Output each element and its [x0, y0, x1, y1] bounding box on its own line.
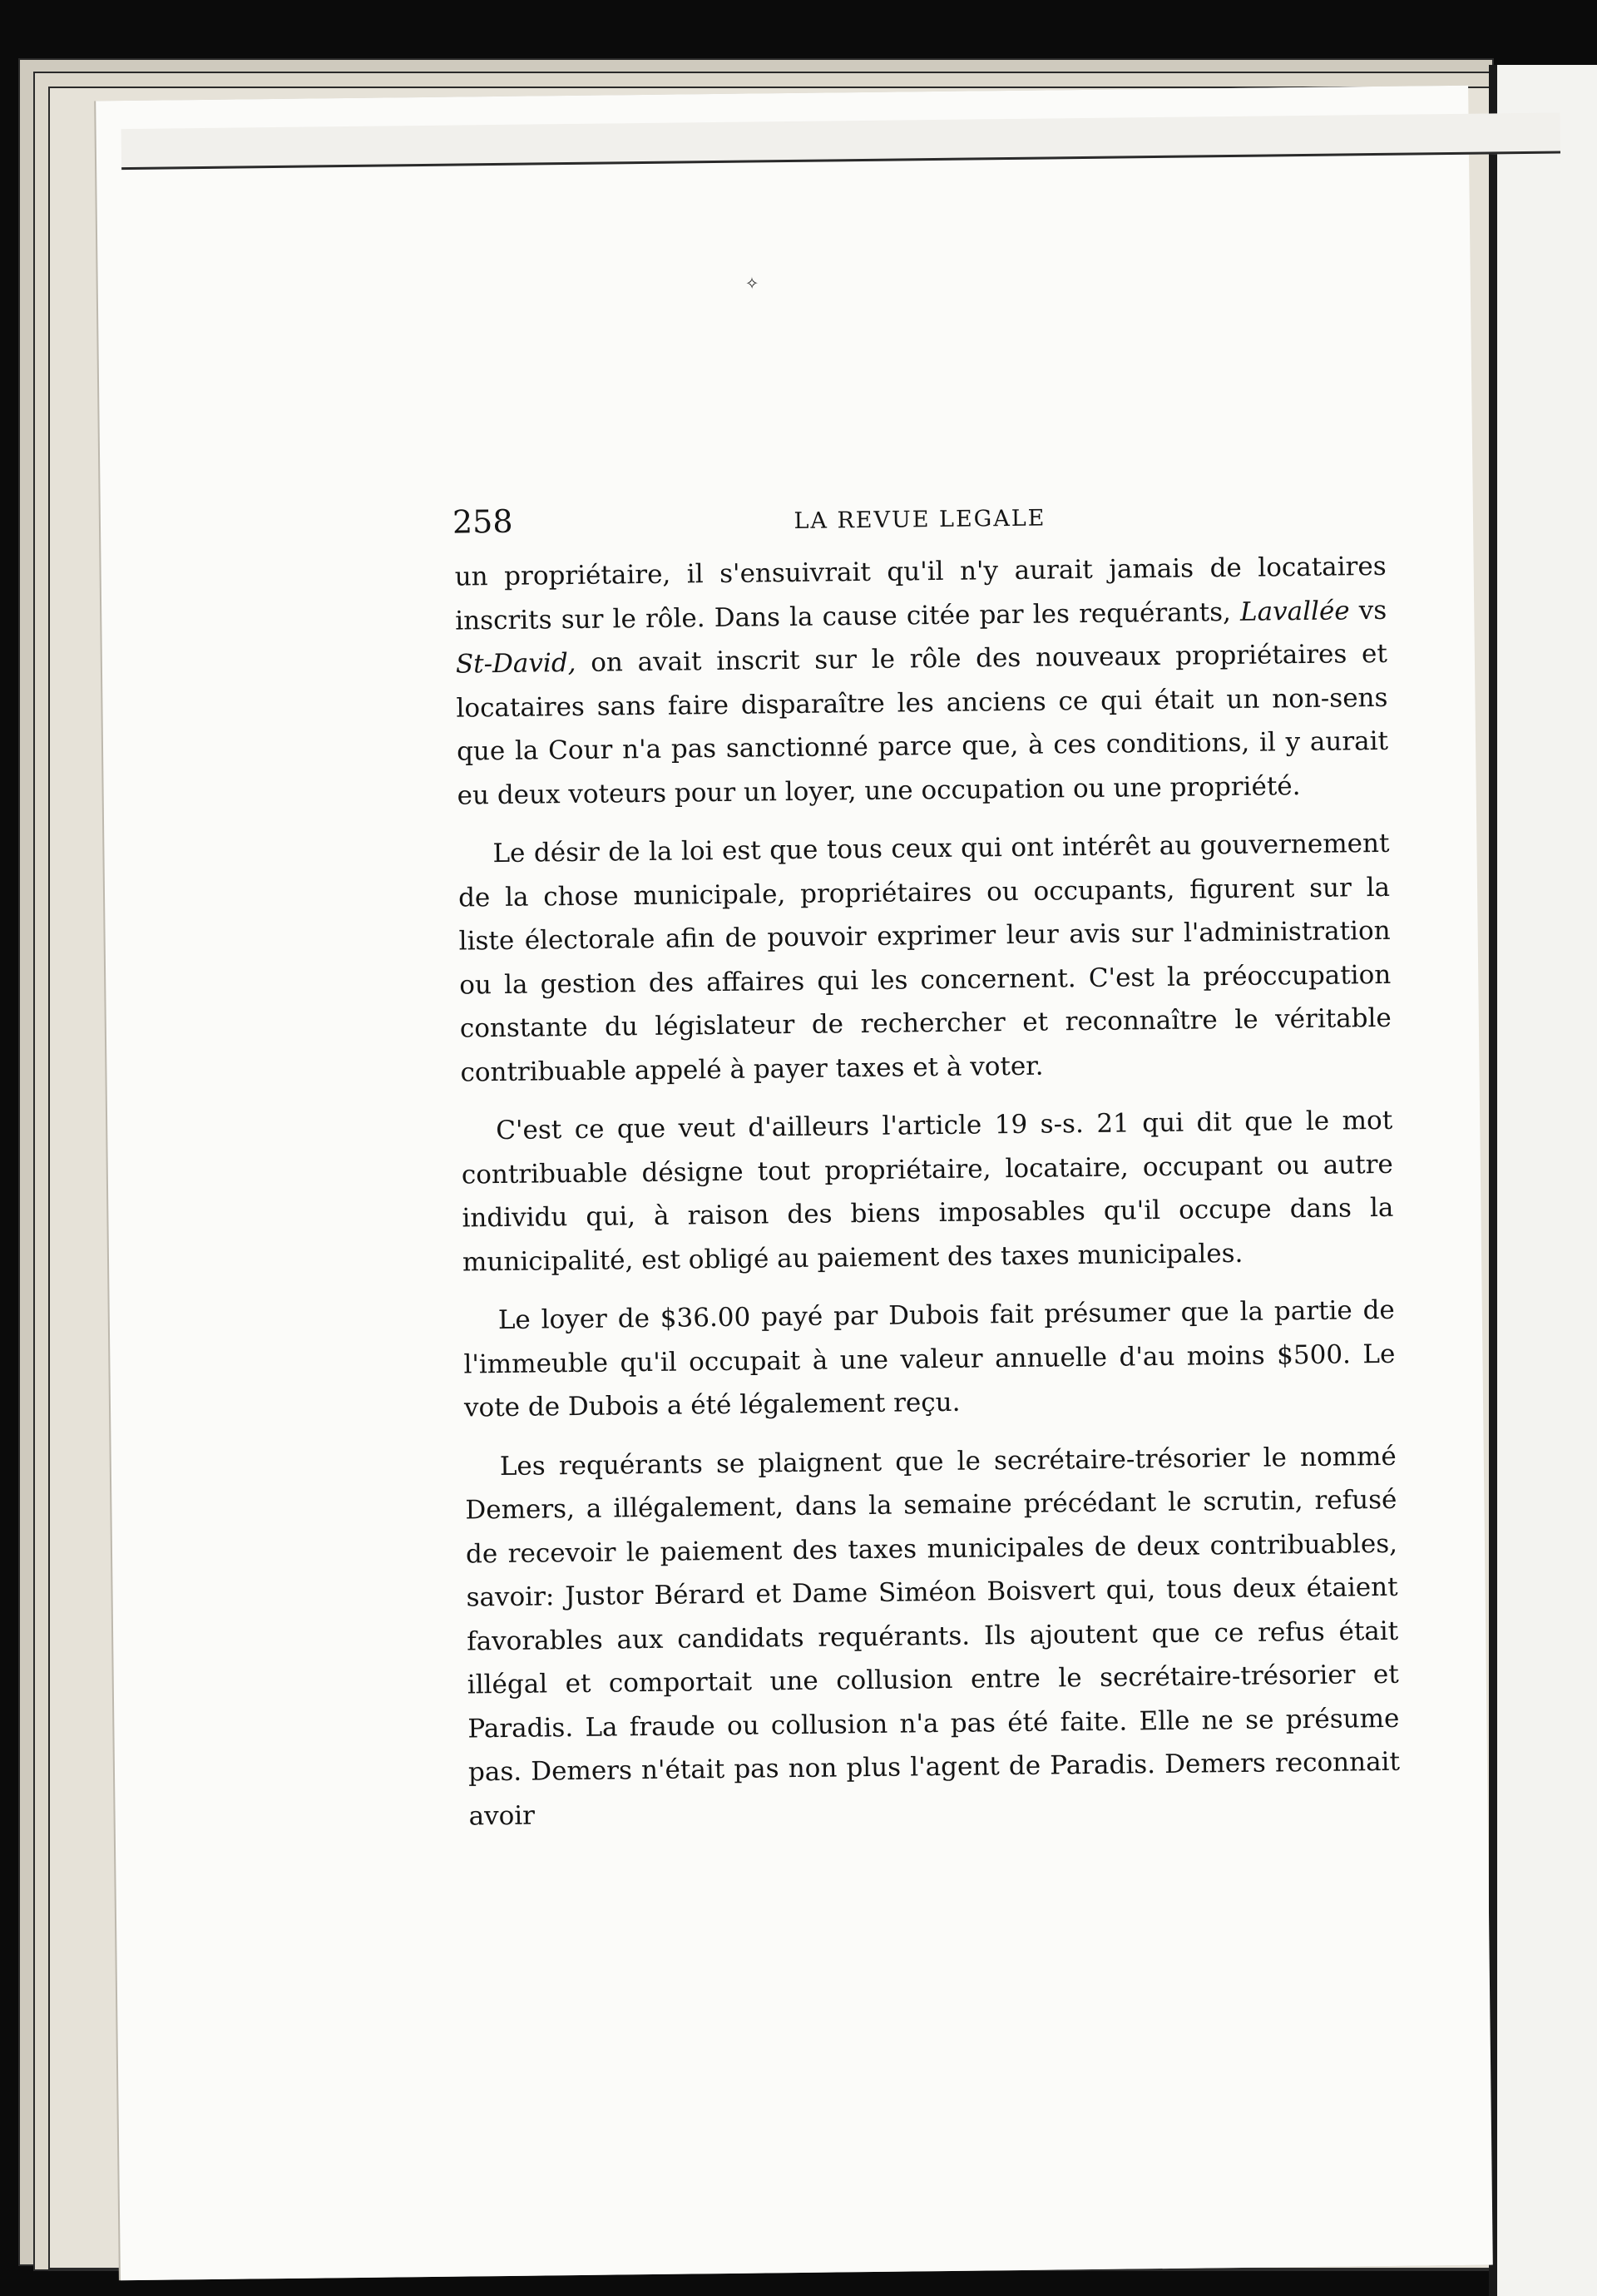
page-top-fold	[121, 112, 1560, 170]
paragraph-1	[454, 545, 1389, 818]
page-header	[454, 490, 1387, 556]
paragraph-1-text-c: on avait inscrit sur le rôle des nouveaux propriétaires et locataires sans faire disparaître les anciens ce qui était un non-sens que la Cour n'a pas sanctionné parce que, à ces conditions, il y aurait eu deux voteurs pour un loyer, une occupation ou une propriété.	[456, 638, 1389, 811]
paragraph-1-text-a: un propriétaire, il s'ensuivrait qu'il n'y aurait jamais de locataires inscrits sur le rôle. Dans la cause citée par les requérants,	[454, 551, 1387, 636]
page-content	[454, 490, 1401, 1853]
paragraph-5: Les requérants se plaignent que le secrétaire-trésorier le nommé Demers, a illégalement, dans la semaine précédant le scrutin, refusé de recevoir le paiement des taxes municipales de deux contribuables, savoir: Justor Bérard et Dame Siméon Boisvert qui, tous deux étaient favorables aux candidats requérants. Ils ajoutent que ce refus était illégal et comportait une collusion entre le secrétaire-trésorier et Paradis. La fraude ou collusion n'a pas été faite. Elle ne se présume pas. Demers n'était pas non plus l'agent de Paradis. Demers reconnait avoir	[465, 1441, 1401, 1831]
paragraph-2: Le désir de la loi est que tous ceux qui ont intérêt au gouvernement de la chose municipale, propriétaires ou occupants, figurent sur la liste électorale afin de pouvoir exprimer leur avis sur l'administration ou la gestion des affaires qui les concernent. C'est la préoccupation constante du législateur de rechercher et reconnaître le véritable contribuable appelé à payer taxes et à voter.	[457, 828, 1392, 1088]
page-sheet	[96, 86, 1493, 2281]
facing-page-edge	[1489, 65, 1597, 2296]
running-head: LA REVUE LEGALE	[794, 505, 1046, 534]
print-mark: ✧	[744, 273, 759, 294]
page-number: 258	[452, 502, 513, 541]
case-name-defendant: St-David,	[455, 647, 576, 680]
paragraph-4: Le loyer de $36.00 payé par Dubois fait présumer que la partie de l'immeuble qu'il occupait à une valeur annuelle d'au moins $500. Le vote de Dubois a été légalement reçu.	[463, 1294, 1396, 1423]
case-name-plaintiff: Lavallée	[1239, 595, 1350, 627]
paragraph-3: C'est ce que veut d'ailleurs l'article 19 s-s. 21 qui dit que le mot contribuable désigne tout propriétaire, locataire, occupant ou autre individu qui, à raison des biens imposables qu'il occupe dans la municipalité, est obligé au paiement des taxes municipales.	[461, 1105, 1394, 1278]
paragraph-1-text-b: vs	[1349, 595, 1387, 626]
